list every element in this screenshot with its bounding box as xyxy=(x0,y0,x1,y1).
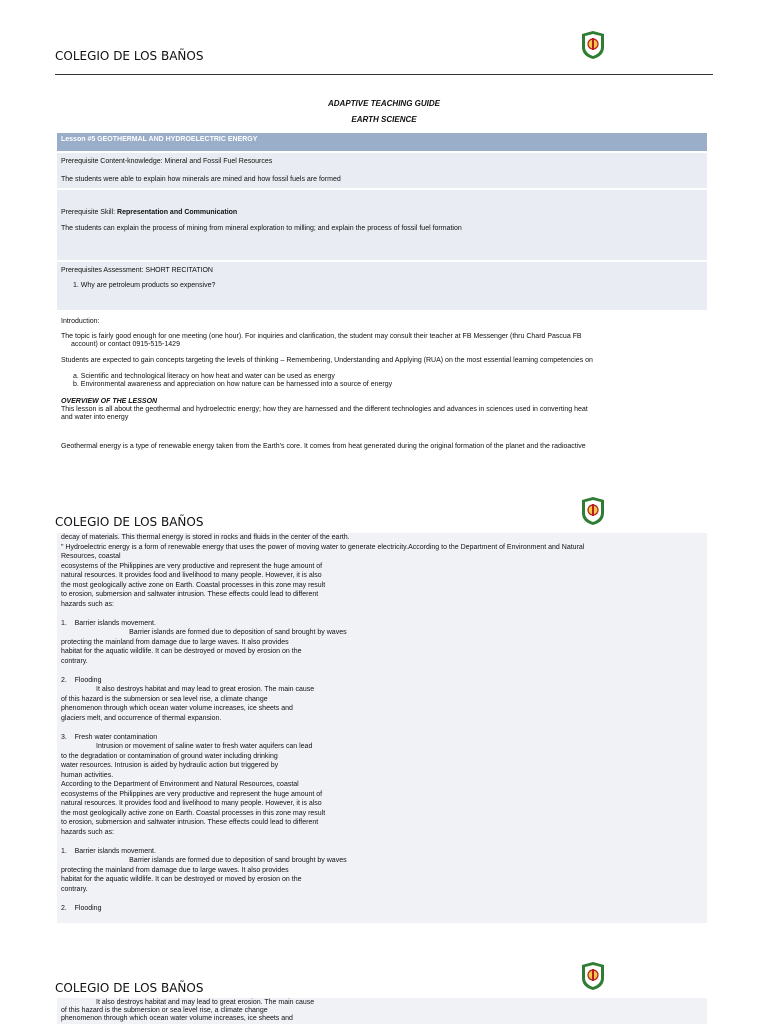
page-2-body xyxy=(57,533,707,923)
school-seal-icon xyxy=(580,30,606,60)
lesson-table xyxy=(57,133,707,464)
intro-paragraph-2: Students are expected to gain concepts targeting the levels of thinking – Remembering, Understanding and Applying (RUA) on the most essential learning competencies on xyxy=(61,357,593,364)
text-line: of this hazard is the submersion or sea level rise, a climate change xyxy=(61,1007,268,1014)
school-seal-icon xyxy=(580,496,606,526)
prereq-content-text: The students were able to explain how minerals are mined and how fossil fuels are formed xyxy=(61,176,341,183)
text-line: It also destroys habitat and may lead to great erosion. The main cause xyxy=(61,686,315,693)
text-line: Barrier islands are formed due to deposition of sand brought by waves xyxy=(61,629,347,636)
text-line: It also destroys habitat and may lead to great erosion. The main cause xyxy=(61,999,315,1006)
text-line: to the degradation or contamination of ground water including drinking xyxy=(61,752,278,760)
text-line: According to the Department of Environment and Natural Resources, coastal xyxy=(61,781,299,788)
intro-item-b: b. Environmental awareness and appreciation on how nature can be harnessed into a source of energy xyxy=(73,381,393,388)
text-line: contrary. xyxy=(61,885,88,893)
prereq-assessment-cell xyxy=(57,262,707,312)
introduction-cell xyxy=(57,312,707,464)
prereq-skill-text: The students can explain the process of mining from mineral exploration to milling; and explain the process of fossil fuel formation xyxy=(61,225,462,232)
school-name-header-2: COLEGIO DE LOS BAÑOS xyxy=(55,515,204,529)
text-line: " Hydroelectric energy is a form of renewable energy that uses the power of moving water to generate electricity.According to the Department of Environment and Natural xyxy=(61,543,585,551)
text-line: phenomenon through which ocean water volume increases, ice sheets and xyxy=(61,1015,293,1022)
text-line: 2. Flooding xyxy=(61,904,102,912)
text-line: ecosystems of the Philippines are very productive and represent the huge amount of xyxy=(61,562,323,570)
text-line: hazards such as: xyxy=(61,828,114,836)
text-line: decay of materials. This thermal energy is stored in rocks and fluids in the center of the earth. xyxy=(61,534,350,541)
prereq-skill-label: Prerequisite Skill: Representation and Communication xyxy=(61,209,238,216)
guide-title: ADAPTIVE TEACHING GUIDE xyxy=(327,99,440,108)
text-line: glaciers melt, and occurrence of thermal expansion. xyxy=(61,714,222,722)
text-line: of this hazard is the submersion or sea level rise, a climate change xyxy=(61,695,268,703)
text-line: 3. Fresh water contamination xyxy=(61,733,158,741)
text-line: habitat for the aquatic wildlife. It can be destroyed or moved by erosion on the xyxy=(61,648,302,655)
prereq-skill-cell xyxy=(57,190,707,262)
intro-paragraph-1a: The topic is fairly good enough for one meeting (one hour). For inquiries and clarification, the student may consult their teacher at FB Messenger (thru Chard Pascua FB xyxy=(61,333,582,340)
intro-paragraph-1b: account) or contact 0915-515-1429 xyxy=(71,341,180,348)
prereq-assessment-label: Prerequisites Assessment: SHORT RECITATION xyxy=(61,267,213,274)
text-line: protecting the mainland from damage due to large waves. It also provides xyxy=(61,638,289,646)
text-line: to erosion, submersion and saltwater intrusion. These effects could lead to different xyxy=(61,591,319,598)
text-line: Barrier islands are formed due to deposition of sand brought by waves xyxy=(61,857,347,864)
prereq-skill-bold: Representation and Communication xyxy=(117,209,238,216)
text-line: hazards such as: xyxy=(61,600,114,608)
intro-item-a: a. Scientific and technological literacy on how heat and water can be used as energy xyxy=(73,373,335,380)
page-3-body xyxy=(57,998,707,1024)
text-line: contrary. xyxy=(61,657,88,665)
text-line: the most geologically active zone on Earth. Coastal processes in this zone may result xyxy=(61,809,326,817)
school-name-header: COLEGIO DE LOS BAÑOS xyxy=(55,49,204,63)
overview-label: OVERVIEW OF THE LESSON xyxy=(61,398,158,405)
text-line: 1. Barrier islands movement. xyxy=(61,847,156,855)
prereq-content-label: Prerequisite Content-knowledge: Mineral and Fossil Fuel Resources xyxy=(61,158,273,165)
assessment-question-1: 1. Why are petroleum products so expensive? xyxy=(73,282,216,289)
text-line: natural resources. It provides food and livelihood to many people. However, it is also xyxy=(61,572,322,579)
school-name-header-3: COLEGIO DE LOS BAÑOS xyxy=(55,981,204,995)
overview-line-2: and water into energy xyxy=(61,414,129,421)
overview-line-1: This lesson is all about the geothermal and hydroelectric energy; how they are harnessed and the different technologies and advances in sciences used in converting heat xyxy=(61,406,588,413)
text-line: protecting the mainland from damage due to large waves. It also provides xyxy=(61,866,289,874)
intro-label: Introduction: xyxy=(61,318,100,325)
text-line: to erosion, submersion and saltwater intrusion. These effects could lead to different xyxy=(61,819,319,826)
text-line: Resources, coastal xyxy=(61,553,121,560)
text-line: ecosystems of the Philippines are very productive and represent the huge amount of xyxy=(61,790,323,798)
text-line: human activities. xyxy=(61,771,114,779)
guide-subject: EARTH SCIENCE xyxy=(351,115,417,124)
text-line: the most geologically active zone on Earth. Coastal processes in this zone may result xyxy=(61,581,326,589)
text-line: water resources. Intrusion is aided by hydraulic action but triggered by xyxy=(61,762,279,769)
lesson-title: Lesson #5 GEOTHERMAL AND HYDROELECTRIC ENERGY xyxy=(57,133,707,153)
text-line: Intrusion or movement of saline water to fresh water aquifers can lead xyxy=(61,743,313,750)
header-divider xyxy=(55,74,713,75)
text-line: 2. Flooding xyxy=(61,676,102,684)
school-seal-icon xyxy=(580,961,606,991)
text-line: phenomenon through which ocean water volume increases, ice sheets and xyxy=(61,705,293,712)
text-line: habitat for the aquatic wildlife. It can be destroyed or moved by erosion on the xyxy=(61,876,302,883)
text-line: natural resources. It provides food and livelihood to many people. However, it is also xyxy=(61,800,322,807)
text-line: 1. Barrier islands movement. xyxy=(61,619,156,627)
geothermal-paragraph: Geothermal energy is a type of renewable energy taken from the Earth's core. It comes from heat generated during the original formation of the planet and the radioactive xyxy=(61,443,586,450)
prereq-content-cell xyxy=(57,153,707,190)
